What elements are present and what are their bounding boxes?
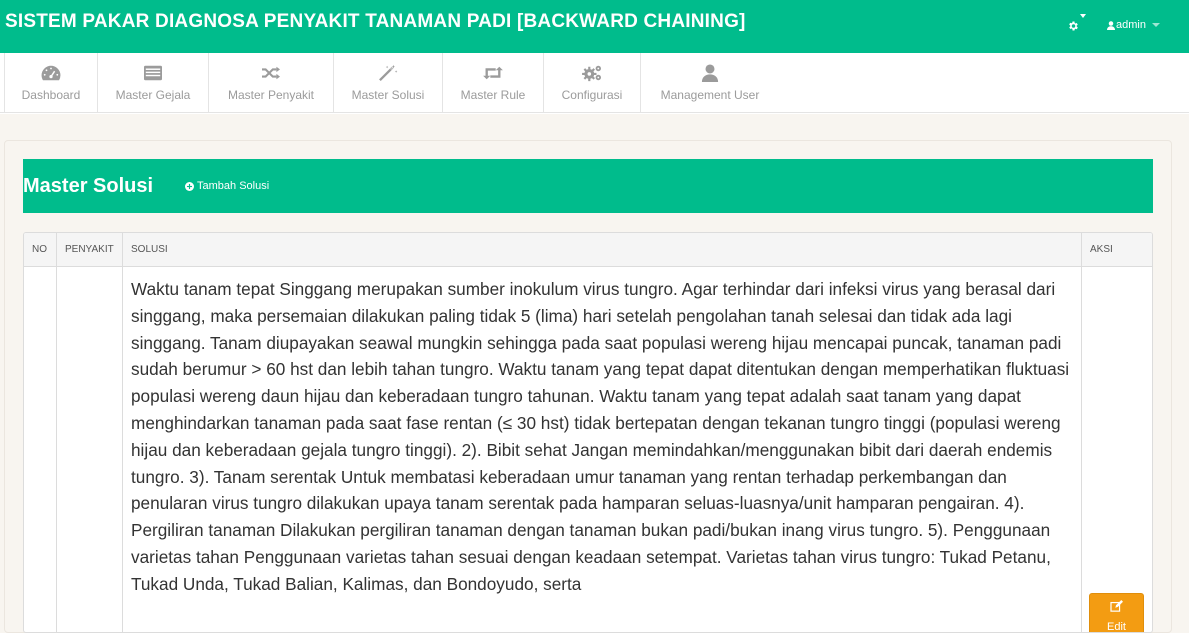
dashboard-icon: [40, 64, 62, 82]
nav-label: Master Gejala: [115, 88, 191, 102]
magic-wand-icon: [377, 64, 399, 82]
plus-circle-icon: [185, 182, 194, 191]
retweet-icon: [482, 64, 504, 82]
nav-master-rule[interactable]: [443, 53, 544, 113]
gear-icon: [1067, 20, 1079, 32]
nav-management-user[interactable]: [641, 53, 779, 113]
solution-table: [23, 232, 1153, 633]
nav-configurasi[interactable]: [544, 53, 641, 113]
chevron-down-icon: [1152, 23, 1160, 27]
shuffle-icon: [260, 64, 282, 82]
nav-master-penyakit[interactable]: [209, 53, 334, 113]
nav-label: Master Solusi: [351, 88, 425, 102]
column-header-penyakit[interactable]: PENYAKIT: [65, 244, 114, 255]
divider: [122, 233, 123, 633]
add-solution-button[interactable]: [185, 180, 269, 192]
user-dropdown[interactable]: [1107, 19, 1160, 31]
nav-dashboard[interactable]: [5, 53, 98, 113]
app-title[interactable]: SISTEM PAKAR DIAGNOSA PENYAKIT TANAMAN PADI [BACKWARD CHAINING]: [5, 11, 746, 32]
cogs-icon: [581, 64, 603, 82]
nav-label: Master Penyakit: [227, 88, 315, 102]
table-header: [24, 233, 1152, 267]
add-solution-label: Tambah Solusi: [197, 180, 270, 192]
divider: [1081, 233, 1082, 633]
cell-solusi: Waktu tanam tepat Singgang merupakan sumber inokulum virus tungro. Agar terhindar dari infeksi virus yang berasal dari singgang, maka persemaian dilakukan paling tidak 5 (lima) hari setelah pengolahan tanah selesai dan tidak ada lagi singgang. Tanam diupayakan seawal mungkin sehingga pada saat populasi wereng hijau mencapai puncak, tanaman padi sudah berumur > 60 hst dan lebih tahan tungro. Waktu tanam yang tepat dapat ditentukan dengan memperhatikan fluktuasi populasi wereng daun hijau dan keberadaan tungro tahunan. Waktu tanam yang tepat adalah saat tanam yang dapat menghindarkan tanaman pada saat fase rentan (≤ 30 hst) tidak bertepatan dengan tekanan tungro tinggi (populasi wereng hijau dan keberadaan gejala tungro tinggi). 2). Bibit sehat Jangan memindahkan/menggunakan bibit dari daerah endemis tungro. 3). Tanam serentak Untuk membatasi keberadaan umur tanaman yang rentan terhadap perkembangan dan penularan virus tungro dilakukan upaya tanam serentak pada hamparan seluas-luasnya/unit hamparan pengairan. 4). Pergiliran tanaman Dilakukan pergiliran tanaman dengan tanaman bukan padi/bukan inang virus tungro. 5). Penggunaan varietas tahan Penggunaan varietas tahan sesuai dengan keadaan setempat. Varietas tahan virus tungro: Tukad Petanu, Tukad Unda, Tukad Balian, Kalimas, dan Bondoyudo, serta: [131, 279, 1070, 594]
user-icon: [699, 64, 721, 82]
page-header: [23, 159, 1153, 213]
column-header-no[interactable]: NO: [32, 244, 47, 255]
edit-icon: [1110, 600, 1124, 612]
nav-master-solusi[interactable]: [334, 53, 443, 113]
edit-label: Edit: [1107, 621, 1126, 633]
nav-label: Master Rule: [460, 88, 526, 102]
divider: [56, 233, 57, 633]
user-icon: [1107, 21, 1115, 30]
nav-master-gejala[interactable]: [98, 53, 209, 113]
list-icon: [142, 64, 164, 82]
edit-button[interactable]: [1089, 593, 1144, 633]
nav-label: Dashboard: [21, 88, 81, 102]
page-title: Master Solusi: [23, 175, 154, 197]
nav-label: Configurasi: [561, 88, 623, 102]
column-header-aksi[interactable]: AKSI: [1090, 244, 1113, 255]
column-header-solusi[interactable]: SOLUSI: [131, 244, 168, 255]
nav-label: Management User: [660, 88, 760, 102]
chevron-down-icon: [1080, 14, 1086, 18]
main-menu: [0, 53, 1189, 113]
settings-dropdown[interactable]: [1066, 13, 1088, 35]
user-name: admin: [1116, 19, 1146, 31]
top-navbar: [0, 0, 1189, 53]
